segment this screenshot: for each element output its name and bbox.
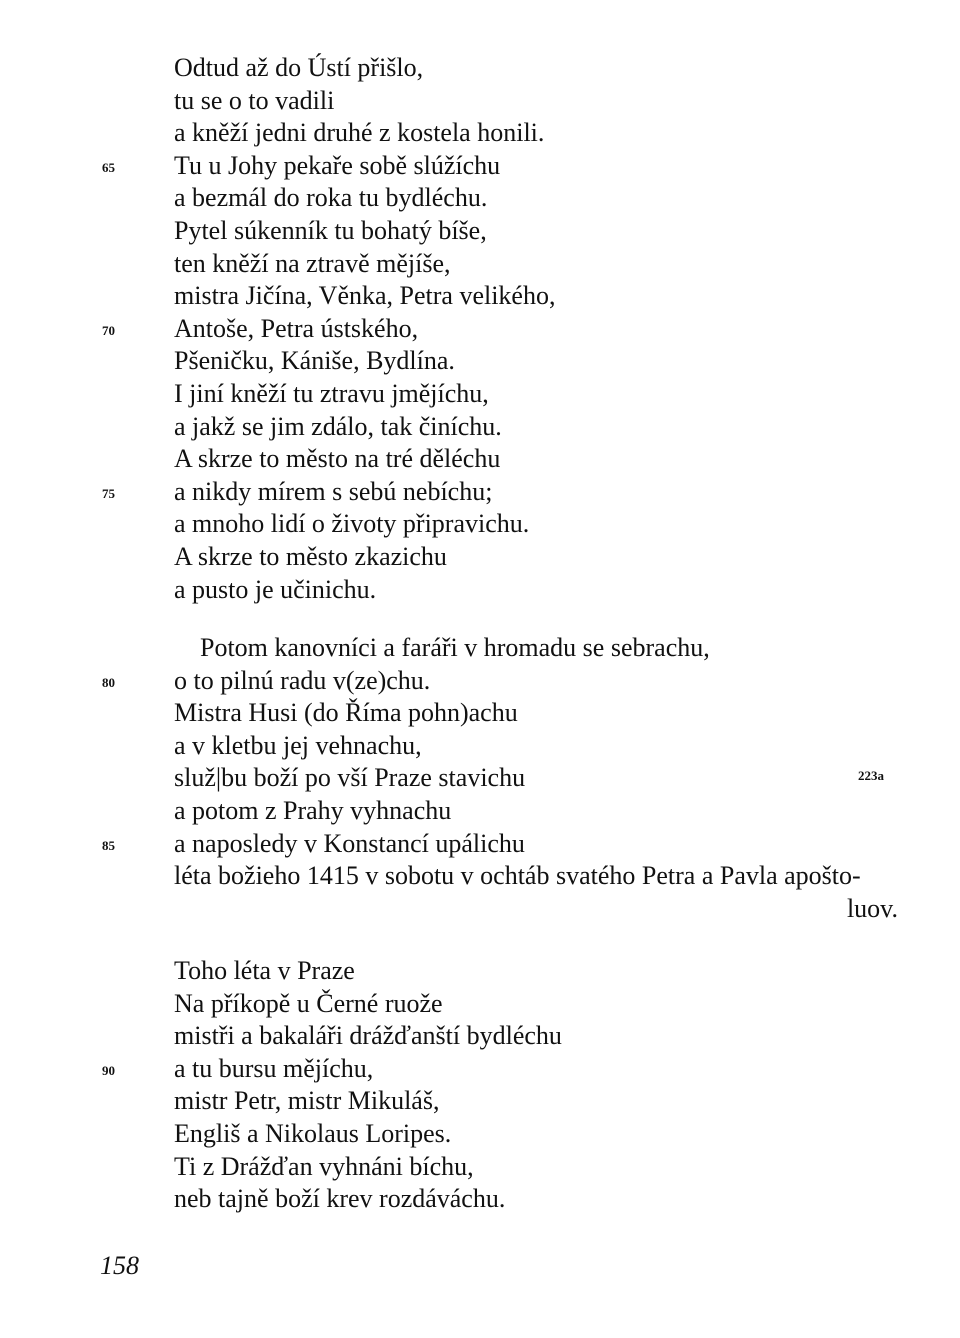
verse-line — [0, 988, 960, 1021]
verse-text: Odtud až do Ústí přišlo, — [174, 53, 424, 82]
verse-line — [0, 52, 960, 85]
verse-line — [0, 541, 960, 574]
verse-line — [0, 1183, 960, 1216]
verse-text: mistra Jičína, Věnka, Petra velikého, — [174, 281, 556, 311]
verse-line — [0, 697, 960, 730]
line-number: 90 — [102, 1062, 115, 1078]
verse-text: služ|bu boží po vší Praze stavichu — [174, 763, 526, 793]
verse-line — [0, 1151, 960, 1184]
line-number: 85 — [102, 837, 115, 853]
verse-text: a bezmál do roka tu bydléchu. — [174, 183, 488, 213]
verse-text: a v kletbu jej vehnachu, — [174, 730, 422, 760]
verse-line — [0, 828, 960, 861]
verse-text: Antoše, Petra ústského, — [174, 313, 419, 343]
verse-text: mistři a bakaláři drážďanští bydléchu — [174, 1021, 562, 1051]
line-number: 80 — [102, 674, 115, 690]
verse-line — [0, 1085, 960, 1118]
verse-text: Pšeničku, Kániše, Bydlína. — [174, 346, 455, 376]
verse-line — [0, 313, 960, 346]
verse-line — [0, 280, 960, 313]
verse-line — [0, 378, 960, 411]
verse-line — [0, 730, 960, 763]
verse-text: Toho léta v Praze — [174, 956, 355, 985]
verse-line — [0, 574, 960, 607]
verse-text: a tu bursu mějíchu, — [174, 1053, 374, 1083]
verse-text: Ti z Drážďan vyhnáni bíchu, — [174, 1151, 474, 1181]
verse-line — [0, 762, 960, 795]
verse-text: Tu u Johy pekaře sobě slúžíchu — [174, 150, 501, 180]
verse-text: ten kněží na ztravě mějíše, — [174, 248, 451, 278]
verse-text: Na příkopě u Černé ruože — [174, 988, 443, 1018]
line-number: 70 — [102, 322, 115, 338]
stanza-1 — [0, 52, 960, 606]
verse-line — [0, 248, 960, 281]
verse-text: a potom z Prahy vyhnachu — [174, 795, 452, 825]
verse-text: neb tajně boží krev rozdáváchu. — [174, 1184, 506, 1214]
verse-line — [0, 443, 960, 476]
verse-text: léta božieho 1415 v sobotu v ochtáb svatého Petra a Pavla apošto- — [174, 861, 861, 891]
verse-text: a nikdy mírem s sebú nebíchu; — [174, 476, 493, 506]
verse-line — [0, 665, 960, 698]
stanza-2 — [0, 632, 960, 925]
page-number: 158 — [100, 1251, 139, 1280]
stanza-3 — [0, 955, 960, 1216]
verse-line — [0, 1020, 960, 1053]
verse-line — [0, 117, 960, 150]
verse-line — [0, 1053, 960, 1086]
verse-line — [0, 795, 960, 828]
verse-text: Pytel súkenník tu bohatý bíše, — [174, 215, 487, 245]
verse-text: tu se o to vadili — [174, 85, 335, 115]
verse-text: Engliš a Nikolaus Loripes. — [174, 1118, 452, 1148]
verse-text: luov. — [846, 893, 898, 923]
verse-line — [0, 860, 960, 893]
verse-text: a pusto je učinichu. — [174, 574, 377, 604]
verse-text: Potom kanovníci a faráři v hromadu se sebrachu, — [200, 633, 710, 662]
verse-text: o to pilnú radu v(ze)chu. — [174, 665, 431, 695]
verse-text: A skrze to město na tré děléchu — [174, 444, 501, 474]
verse-line — [0, 476, 960, 509]
line-number: 75 — [102, 485, 115, 501]
verse-line — [0, 893, 960, 926]
verse-text: I jiní kněží tu ztravu jmějíchu, — [174, 378, 489, 408]
verse-line — [0, 85, 960, 118]
verse-line — [0, 215, 960, 248]
verse-line — [0, 150, 960, 183]
verse-line — [0, 411, 960, 444]
verse-text: a kněží jedni druhé z kostela honili. — [174, 118, 545, 148]
verse-text: a naposledy v Konstancí upálichu — [174, 828, 525, 858]
verse-line — [0, 1118, 960, 1151]
verse-text: mistr Petr, mistr Mikuláš, — [174, 1086, 440, 1116]
verse-text: a jakž se jim zdálo, tak činíchu. — [174, 411, 502, 441]
verse-line — [0, 508, 960, 541]
line-number: 65 — [102, 159, 115, 175]
verse-line — [0, 345, 960, 378]
verse-text: Mistra Husi (do Říma pohn)achu — [174, 698, 518, 728]
verse-text: A skrze to město zkazichu — [174, 541, 447, 571]
verse-line — [0, 955, 960, 988]
verse-line — [0, 632, 960, 665]
verse-text: a mnoho lidí o životy připravichu. — [174, 509, 530, 539]
folio-marker: 223a — [858, 768, 884, 784]
verse-line — [0, 182, 960, 215]
